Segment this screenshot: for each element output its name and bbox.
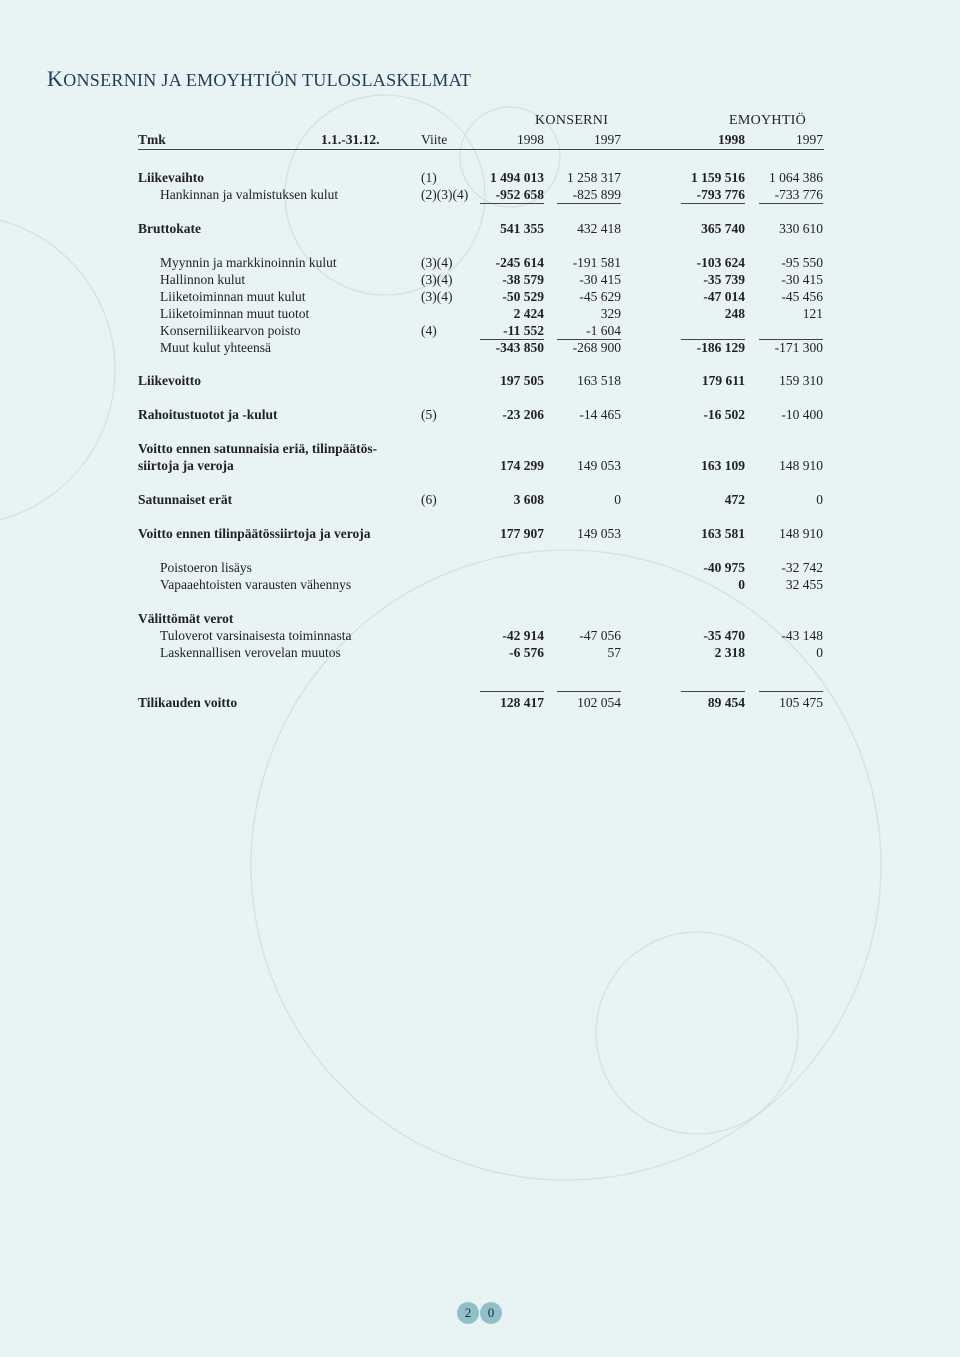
row-note: (3)(4) <box>421 272 453 287</box>
cell-e1998: -40 975 <box>703 560 745 575</box>
section-label: Välittömät verot <box>138 611 234 626</box>
sum-rule <box>759 203 823 204</box>
cell-e1998: -16 502 <box>703 407 745 422</box>
cell-e1998: -103 624 <box>696 255 745 270</box>
cell-k1997: -45 629 <box>579 289 621 304</box>
cell-e1998: -793 776 <box>696 187 745 202</box>
cell-k1998: 541 355 <box>500 221 544 236</box>
row-label: Liikevaihto <box>138 170 205 185</box>
header-konserni-1997: 1997 <box>594 132 621 147</box>
page-number-digit-2: 0 <box>480 1302 502 1324</box>
cell-k1997: 102 054 <box>577 695 621 710</box>
cell-e1997: 0 <box>816 492 823 507</box>
row-label: Laskennallisen verovelan muutos <box>160 645 341 660</box>
cell-e1997: 148 910 <box>779 458 823 473</box>
cell-e1997: -45 456 <box>781 289 823 304</box>
cell-k1998: -23 206 <box>502 407 544 422</box>
cell-e1998: 163 109 <box>701 458 745 473</box>
group-header-konserni: KONSERNI <box>535 113 609 128</box>
cell-e1997: -30 415 <box>781 272 823 287</box>
cell-e1997: 121 <box>802 306 823 321</box>
cell-k1998: -343 850 <box>495 340 544 355</box>
cell-e1997: -32 742 <box>781 560 823 575</box>
cell-k1997: 0 <box>614 492 621 507</box>
total-rule <box>557 691 621 692</box>
cell-k1997: 57 <box>607 645 621 660</box>
header-emo-1997: 1997 <box>796 132 823 147</box>
cell-k1997: 149 053 <box>577 458 621 473</box>
row-label: Tilikauden voitto <box>138 695 238 710</box>
total-rule <box>759 691 823 692</box>
header-konserni-1998: 1998 <box>517 132 544 147</box>
cell-e1997: 1 064 386 <box>769 170 823 185</box>
cell-k1997: 432 418 <box>577 221 621 236</box>
cell-k1998: 197 505 <box>500 373 544 388</box>
row-note: (4) <box>421 323 437 338</box>
row-label: Tuloverot varsinaisesta toiminnasta <box>160 628 352 643</box>
cell-k1998: 174 299 <box>500 458 544 473</box>
cell-k1998: 128 417 <box>500 695 544 710</box>
cell-e1998: 0 <box>738 577 745 592</box>
cell-k1998: 2 424 <box>513 306 544 321</box>
cell-e1997: 148 910 <box>779 526 823 541</box>
cell-k1997: -30 415 <box>579 272 621 287</box>
cell-k1998: -50 529 <box>502 289 544 304</box>
row-label: Konserniliikearvon poisto <box>160 323 301 338</box>
row-note: (2)(3)(4) <box>421 187 469 202</box>
cell-e1997: 105 475 <box>779 695 823 710</box>
cell-k1997: -14 465 <box>579 407 621 422</box>
cell-e1998: -47 014 <box>703 289 745 304</box>
header-period: 1.1.-31.12. <box>321 132 380 147</box>
cell-e1997: 0 <box>816 645 823 660</box>
cell-e1997: -95 550 <box>781 255 823 270</box>
row-label: Bruttokate <box>138 221 201 236</box>
cell-k1998: 3 608 <box>513 492 544 507</box>
cell-k1997: -191 581 <box>572 255 621 270</box>
cell-e1997: -733 776 <box>774 187 823 202</box>
cell-e1998: 89 454 <box>707 695 745 710</box>
cell-e1997: -10 400 <box>781 407 823 422</box>
row-label-line1: Voitto ennen satunnaisia eriä, tilinpäätös- <box>138 441 378 456</box>
sum-rule <box>681 203 745 204</box>
cell-k1998: -42 914 <box>502 628 544 643</box>
cell-k1998: 1 494 013 <box>490 170 544 185</box>
cell-k1998: -6 576 <box>509 645 544 660</box>
cell-k1997: 329 <box>600 306 621 321</box>
cell-e1997: 159 310 <box>779 373 823 388</box>
sum-rule <box>557 203 621 204</box>
cell-e1998: 472 <box>724 492 745 507</box>
cell-k1997: -825 899 <box>572 187 621 202</box>
row-label: Hankinnan ja valmistuksen kulut <box>160 187 339 202</box>
row-label: Myynnin ja markkinoinnin kulut <box>160 255 337 270</box>
cell-k1997: 149 053 <box>577 526 621 541</box>
row-note: (1) <box>421 170 437 185</box>
row-label: Liiketoiminnan muut kulut <box>160 289 306 304</box>
cell-e1997: -43 148 <box>781 628 823 643</box>
row-note: (6) <box>421 492 437 507</box>
cell-e1998: 179 611 <box>701 373 745 388</box>
cell-k1997: 1 258 317 <box>567 170 621 185</box>
row-label-line2: siirtoja ja veroja <box>138 458 234 473</box>
cell-e1998: 365 740 <box>701 221 745 236</box>
row-label: Vapaaehtoisten varausten vähennys <box>160 577 352 592</box>
row-label: Liiketoiminnan muut tuotot <box>160 306 310 321</box>
row-label: Voitto ennen tilinpäätössiirtoja ja veroja <box>138 526 371 541</box>
cell-e1998: -35 739 <box>703 272 745 287</box>
row-note: (5) <box>421 407 437 422</box>
cell-e1998: 1 159 516 <box>691 170 745 185</box>
total-rule <box>480 691 544 692</box>
cell-k1998: -952 658 <box>495 187 544 202</box>
cell-e1998: 2 318 <box>714 645 745 660</box>
total-rule <box>681 691 745 692</box>
page-title: KONSERNIN JA EMOYHTIÖN TULOSLASKELMAT <box>47 66 472 91</box>
page-number-digit-1: 2 <box>457 1302 479 1324</box>
cell-k1998: -11 552 <box>503 323 544 338</box>
header-emo-1998: 1998 <box>718 132 745 147</box>
row-label: Satunnaiset erät <box>138 492 233 507</box>
cell-k1997: -1 604 <box>586 323 621 338</box>
cell-k1998: -245 614 <box>495 255 544 270</box>
sum-rule <box>480 203 544 204</box>
header-note: Viite <box>421 132 448 147</box>
cell-e1998: 248 <box>724 306 745 321</box>
row-label: Muut kulut yhteensä <box>160 340 271 355</box>
row-note: (3)(4) <box>421 255 453 270</box>
cell-e1997: -171 300 <box>774 340 823 355</box>
bg-circle-left <box>0 215 115 525</box>
cell-k1998: -38 579 <box>502 272 544 287</box>
cell-e1997: 330 610 <box>779 221 823 236</box>
cell-k1998: 177 907 <box>500 526 544 541</box>
cell-k1997: -47 056 <box>579 628 621 643</box>
bg-circle-small-bottom <box>596 932 798 1134</box>
bg-circle-large <box>251 550 881 1180</box>
header-rule <box>138 149 824 150</box>
header-tmk: Tmk <box>138 132 166 147</box>
cell-e1997: 32 455 <box>785 577 823 592</box>
row-label: Rahoitustuotot ja -kulut <box>138 407 278 422</box>
cell-e1998: -186 129 <box>696 340 745 355</box>
row-label: Poistoeron lisäys <box>160 560 252 575</box>
cell-e1998: 163 581 <box>701 526 745 541</box>
row-label: Liikevoitto <box>138 373 201 388</box>
cell-e1998: -35 470 <box>703 628 745 643</box>
group-header-emoyhtio: EMOYHTIÖ <box>729 113 807 128</box>
row-label: Hallinnon kulut <box>160 272 246 287</box>
cell-k1997: 163 518 <box>577 373 621 388</box>
row-note: (3)(4) <box>421 289 453 304</box>
cell-k1997: -268 900 <box>572 340 621 355</box>
